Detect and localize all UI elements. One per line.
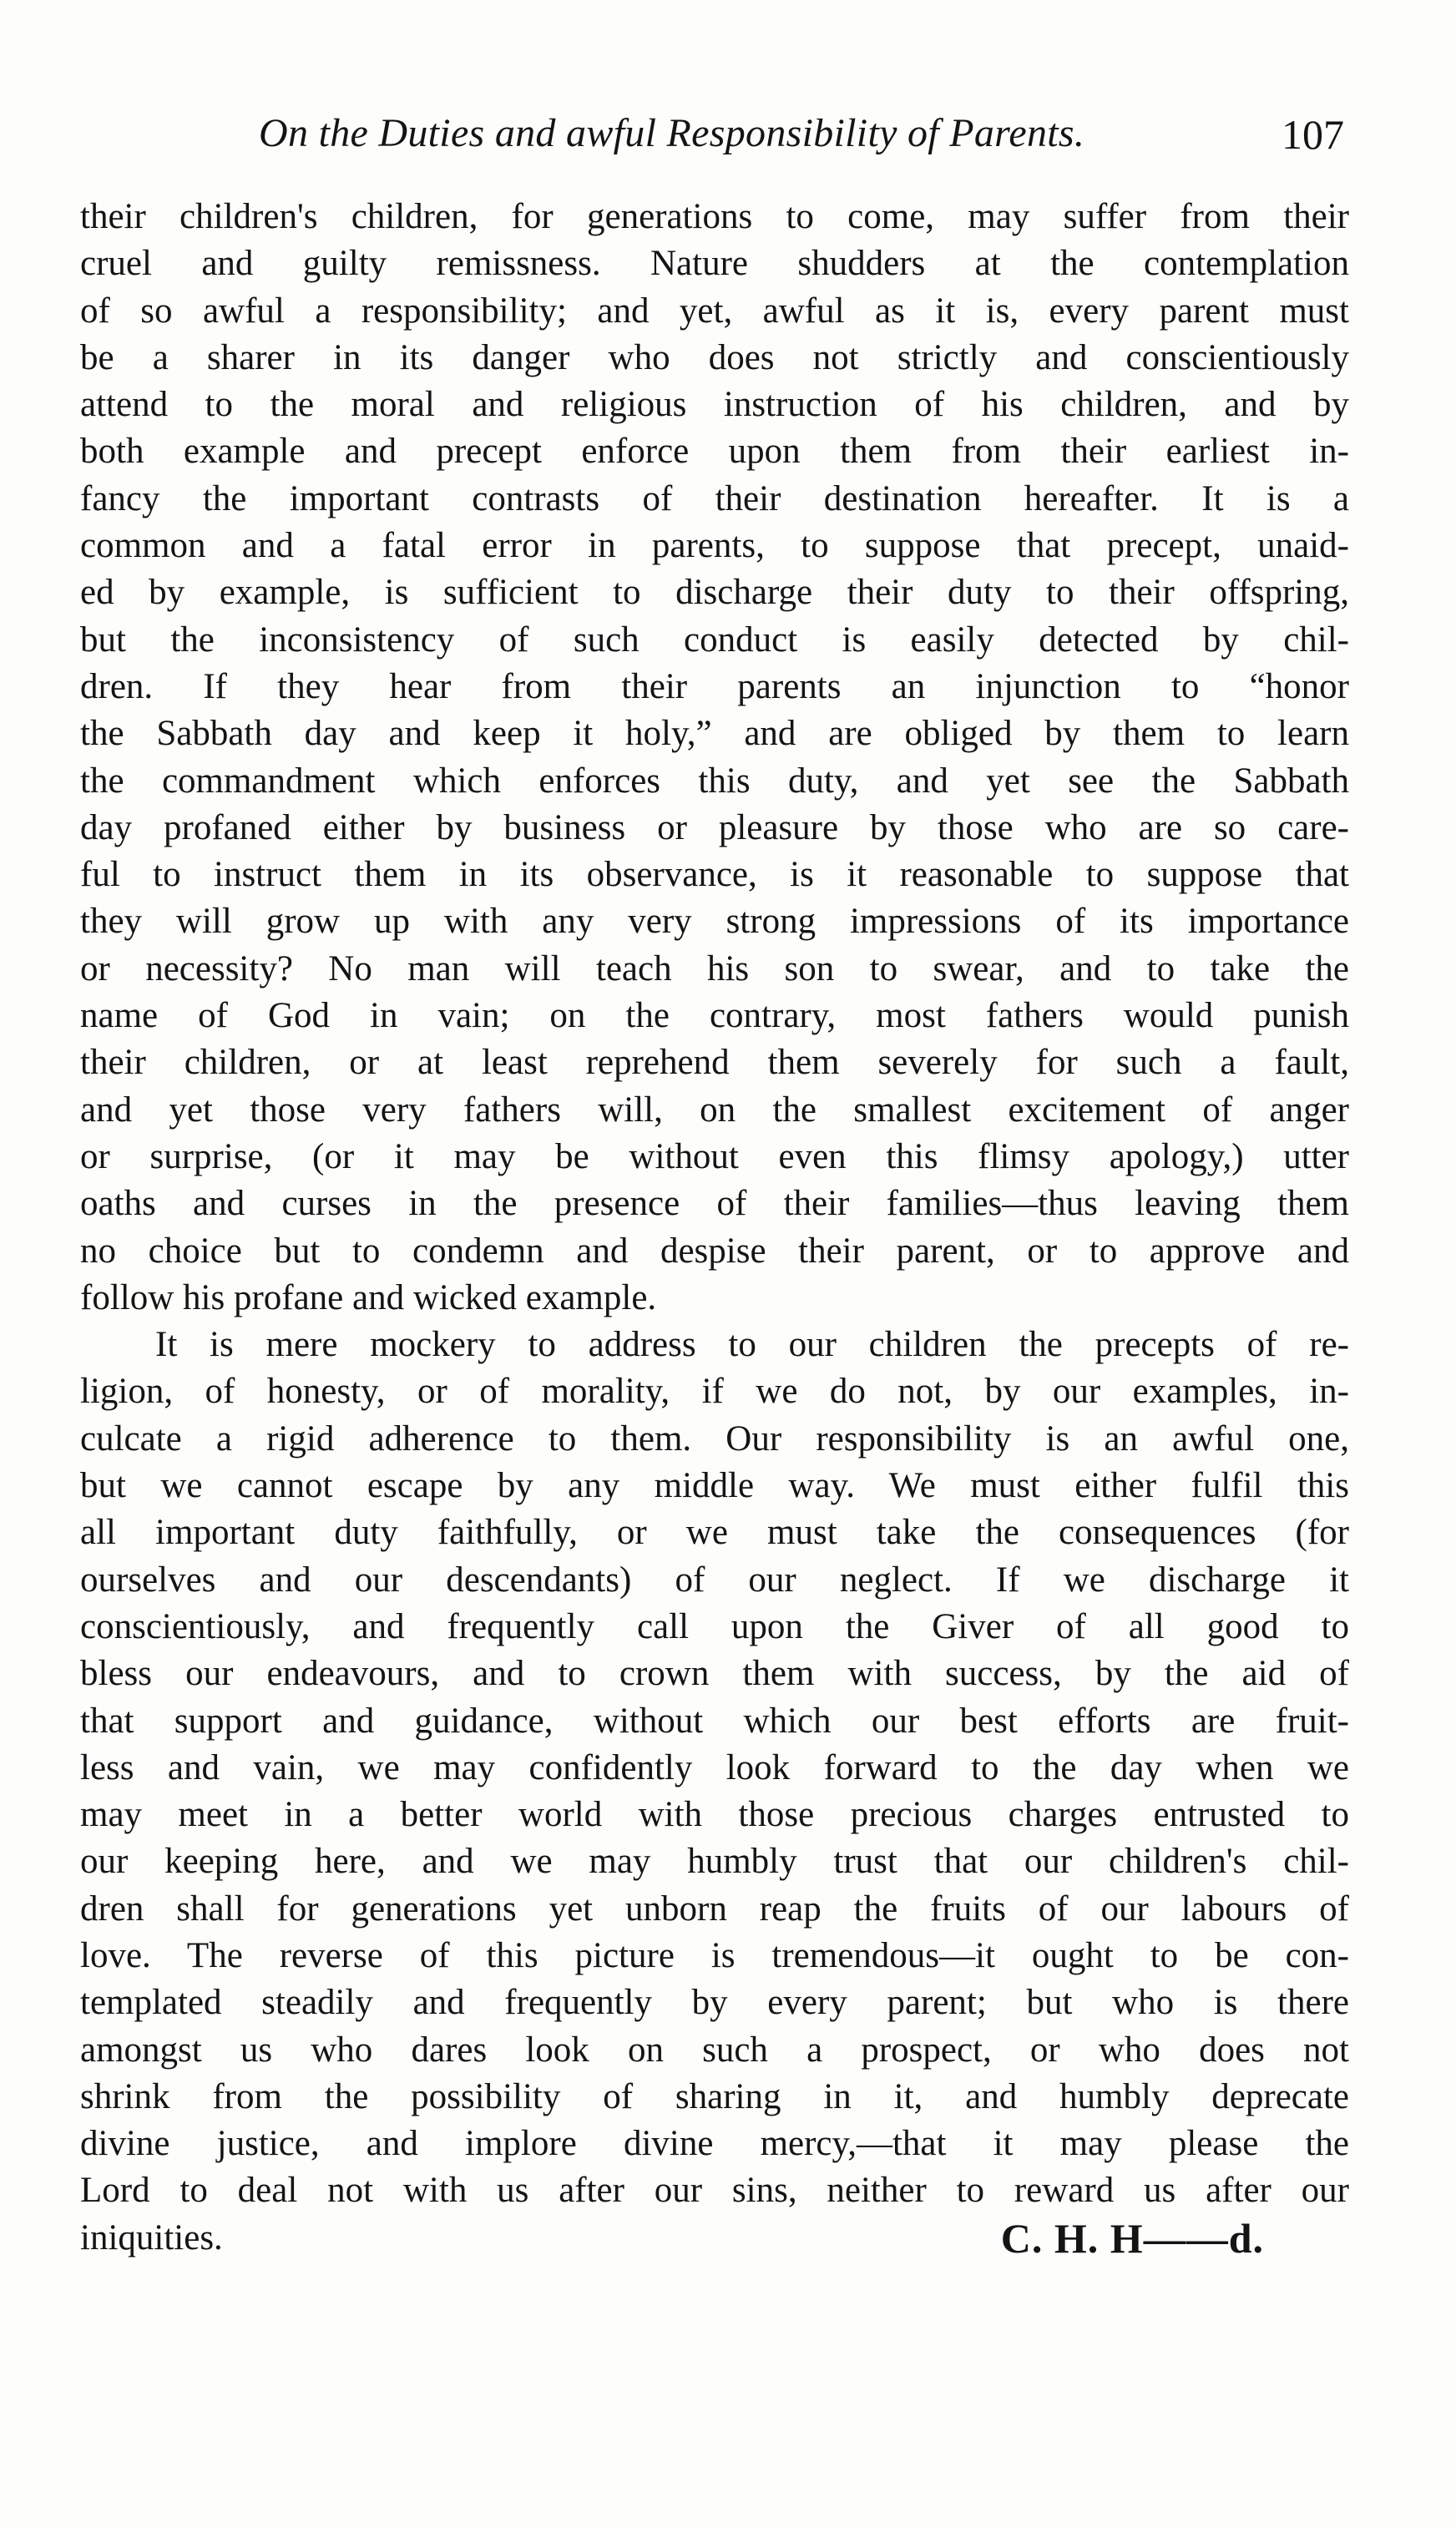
text-line: both example and precept enforce upon them from their earliest in- [80,432,1349,472]
paragraph-end-line: iniquities. [80,2217,223,2258]
text-line: the Sabbath day and keep it holy,” and are obliged by them to learn [80,714,1349,754]
text-line: or necessity? No man will teach his son to swear, and to take the [80,948,1349,988]
text-line: and yet those very fathers will, on the smallest excitement of anger [80,1090,1349,1130]
text-line: oaths and curses in the presence of their families—thus leaving them [80,1184,1349,1224]
text-line: ed by example, is sufficient to discharge their duty to their offspring, [80,573,1349,613]
text-line: conscientiously, and frequently call upon the Giver of all good to [80,1606,1349,1646]
text-line: or surprise, (or it may be without even this flimsy apology,) utter [80,1136,1349,1176]
text-line: cruel and guilty remissness. Nature shudders at the contemplation [80,244,1349,284]
text-line: divine justice, and implore divine mercy,—that it may please the [80,2124,1349,2164]
text-line: the commandment which enforces this duty, and yet see the Sabbath [80,761,1349,801]
text-line: ligion, of honesty, or of morality, if we do not, by our examples, in- [80,1372,1349,1412]
text-line: common and a fatal error in parents, to suppose that precept, unaid- [80,526,1349,566]
text-line: fancy the important contrasts of their destination hereafter. It is a [80,478,1349,518]
text-line: no choice but to condemn and despise their parent, or to approve and [80,1231,1349,1271]
text-line: Lord to deal not with us after our sins, neither to reward us after our [80,2171,1349,2211]
page-number: 107 [1282,111,1344,158]
text-line: amongst us who dares look on such a prospect, or who does not [80,2030,1349,2070]
text-line: bless our endeavours, and to crown them with success, by the aid of [80,1654,1349,1694]
text-line: that support and guidance, without which our best efforts are fruit- [80,1701,1349,1741]
paragraph-end-line: follow his profane and wicked example. [80,1277,657,1317]
text-line: all important duty faithfully, or we must take the consequences (for [80,1513,1349,1553]
text-line: attend to the moral and religious instruction of his children, and by [80,385,1349,425]
running-title: On the Duties and awful Responsibility of Parents. [259,111,1085,155]
text-line: but the inconsistency of such conduct is easily detected by chil- [80,619,1349,660]
text-line: shrink from the possibility of sharing in it, and humbly deprecate [80,2076,1349,2116]
text-line: be a sharer in its danger who does not strictly and conscientiously [80,337,1349,377]
paragraph-start-line: It is mere mockery to address to our children the precepts of re- [155,1325,1349,1365]
text-line: culcate a rigid adherence to them. Our responsibility is an awful one, [80,1418,1349,1459]
text-line: their children's children, for generations to come, may suffer from their [80,197,1349,236]
page-header [259,110,1344,169]
text-line: dren shall for generations yet unborn reap the fruits of our labours of [80,1888,1349,1929]
text-line: our keeping here, and we may humbly trust that our children's chil- [80,1842,1349,1882]
text-line: they will grow up with any very strong impressions of its importance [80,902,1349,942]
text-line: their children, or at least reprehend them severely for such a fault, [80,1043,1349,1083]
text-line: love. The reverse of this picture is tremendous—it ought to be con- [80,1935,1349,1975]
author-signature: C. H. H——d. [1000,2215,1264,2262]
text-line: ful to instruct them in its observance, is it reasonable to suppose that [80,855,1349,895]
text-line: name of God in vain; on the contrary, most fathers would punish [80,996,1349,1036]
text-line: ourselves and our descendants) of our neglect. If we discharge it [80,1560,1349,1600]
text-line: templated steadily and frequently by every parent; but who is there [80,1983,1349,2023]
text-line: may meet in a better world with those precious charges entrusted to [80,1795,1349,1835]
text-line: dren. If they hear from their parents an injunction to “honor [80,666,1349,706]
text-line: less and vain, we may confidently look forward to the day when we [80,1747,1349,1787]
text-line: of so awful a responsibility; and yet, awful as it is, every parent must [80,291,1349,331]
body-text [80,194,1349,2262]
text-line: but we cannot escape by any middle way. We must either fulfil this [80,1466,1349,1506]
text-line: day profaned either by business or pleasure by those who are so care- [80,807,1349,847]
